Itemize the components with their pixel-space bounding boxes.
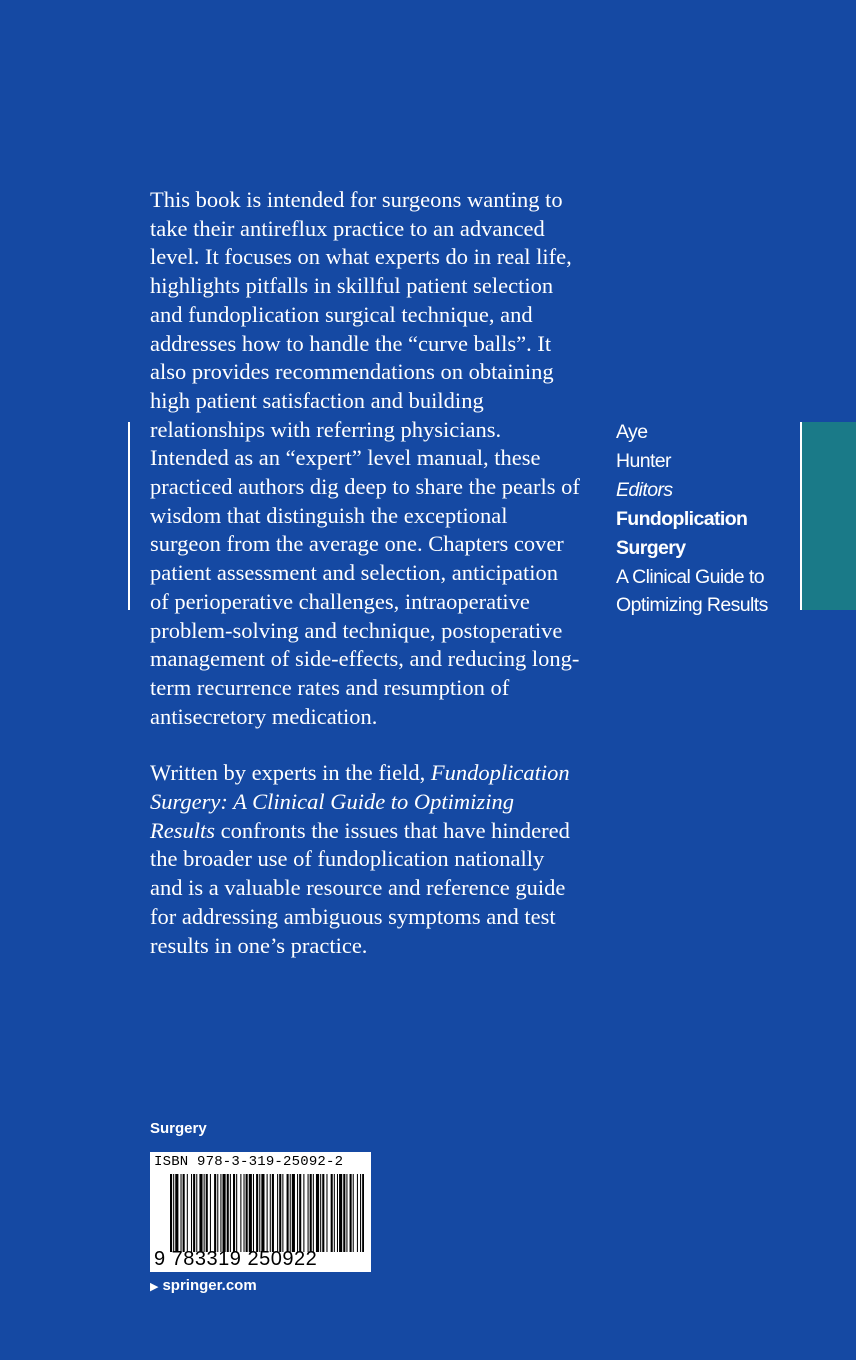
barcode-bar (270, 1174, 271, 1252)
barcode-bar (313, 1174, 314, 1252)
publisher-url: springer.com (162, 1277, 257, 1294)
barcode-bar (175, 1174, 178, 1252)
barcode-bar (261, 1174, 264, 1252)
barcode-bars (170, 1174, 364, 1252)
barcode-bar (337, 1174, 338, 1252)
barcode-bar (346, 1174, 347, 1252)
blurb-p2-lead: Written by experts in the field, (150, 760, 431, 786)
barcode-bar (353, 1174, 354, 1252)
barcode-bar (183, 1174, 185, 1252)
barcode-bar (343, 1174, 345, 1252)
barcode-bar (357, 1174, 358, 1252)
barcode-bar (350, 1174, 352, 1252)
barcode-bar (173, 1174, 174, 1252)
barcode-bar (233, 1174, 235, 1252)
barcode-bar (223, 1174, 226, 1252)
barcode-bar (227, 1174, 229, 1252)
barcode-bar (310, 1174, 312, 1252)
barcode-bar (259, 1174, 260, 1252)
barcode-bar (256, 1174, 258, 1252)
barcode-bar (191, 1174, 192, 1252)
barcode-bar (236, 1174, 237, 1252)
barcode-bar (267, 1174, 268, 1252)
blurb-p2-rest: confronts the issues that have hindered the broader use of fundoplication nationally and is a valuable resource and reference guide for addressing ambiguous symptoms and test results in one’s practice. (150, 817, 570, 958)
barcode-bar (244, 1174, 245, 1252)
barcode-bar (196, 1174, 197, 1252)
editors-label: Editors (616, 478, 673, 501)
blurb-paragraph-2 (150, 759, 580, 960)
barcode-bar (230, 1174, 231, 1252)
left-vertical-rule (128, 422, 130, 610)
barcode-bar (193, 1174, 195, 1252)
barcode-bar (272, 1174, 274, 1252)
barcode-bar (316, 1174, 319, 1252)
barcode-bar (217, 1174, 218, 1252)
barcode-bar (279, 1174, 281, 1252)
barcode-bar (170, 1174, 172, 1252)
blurb (150, 186, 580, 960)
title-block (616, 418, 796, 620)
barcode-bar (246, 1174, 248, 1252)
blurb-book-title: Fundoplication Surgery: A Clinical Guide to Optimizing Results (150, 760, 570, 843)
play-arrow-icon: ▶ (150, 1281, 159, 1293)
barcode-bar (277, 1174, 278, 1252)
barcode-bar (334, 1174, 335, 1252)
book-subtitle-line-2: Optimizing Results (616, 594, 768, 617)
barcode-bar (210, 1174, 211, 1252)
publisher-link[interactable] (150, 1277, 257, 1294)
barcode-bar (290, 1174, 291, 1252)
barcode-bar (214, 1174, 216, 1252)
blurb-paragraph-1: This book is intended for surgeons wanting to take their antireflux practice to an advanced level. It focuses on what experts do in real life, highlights pitfalls in skillful patient selection and fundoplication surgical technique, and addresses how to handle the “curve balls”. It also provides recommendations on obtaining high patient satisfaction and building relationships with referring physicians. Intended as an “expert” level manual, these practiced authors dig deep to share the pearls of wisdom that distinguish the exceptional surgeon from the average one. Chapters cover patient assessment and selection, anticipation of perioperative challenges, intraoperative problem-solving and technique, postoperative management of side-effects, and reducing long-term recurrence rates and resumption of antisecretory medication. (150, 187, 580, 729)
book-title-line-1: Fundoplication (616, 507, 748, 530)
barcode-bar (287, 1174, 289, 1252)
barcode-bar (308, 1174, 309, 1252)
book-subtitle-line-1: A Clinical Guide to (616, 565, 764, 588)
book-title-line-2: Surgery (616, 536, 686, 559)
barcode-bar (297, 1174, 298, 1252)
editor-name-2: Hunter (616, 449, 671, 472)
barcode-bar (199, 1174, 202, 1252)
barcode-bar (299, 1174, 301, 1252)
ean-digits: 9 783319 250922 (154, 1248, 318, 1270)
barcode-bar (181, 1174, 182, 1252)
barcode-bar (362, 1174, 364, 1252)
barcode-bar (253, 1174, 254, 1252)
barcode-bar (220, 1174, 221, 1252)
barcode-bar (240, 1174, 241, 1252)
editor-name-1: Aye (616, 421, 648, 443)
barcode-bar (303, 1174, 304, 1252)
barcode-bar (331, 1174, 333, 1252)
isbn-barcode (150, 1152, 371, 1272)
barcode-bar (249, 1174, 252, 1252)
subject-category: Surgery (150, 1120, 207, 1137)
barcode-bar (204, 1174, 205, 1252)
barcode-bar (187, 1174, 188, 1252)
barcode-bar (292, 1174, 295, 1252)
barcode-bar (326, 1174, 327, 1252)
barcode-bar (360, 1174, 361, 1252)
barcode-bar (320, 1174, 321, 1252)
barcode-bar (206, 1174, 208, 1252)
barcode-bar (322, 1174, 324, 1252)
isbn-text: ISBN 978-3-319-25092-2 (154, 1154, 344, 1170)
teal-color-band (802, 422, 856, 610)
barcode-bar (282, 1174, 283, 1252)
barcode-bar (339, 1174, 342, 1252)
